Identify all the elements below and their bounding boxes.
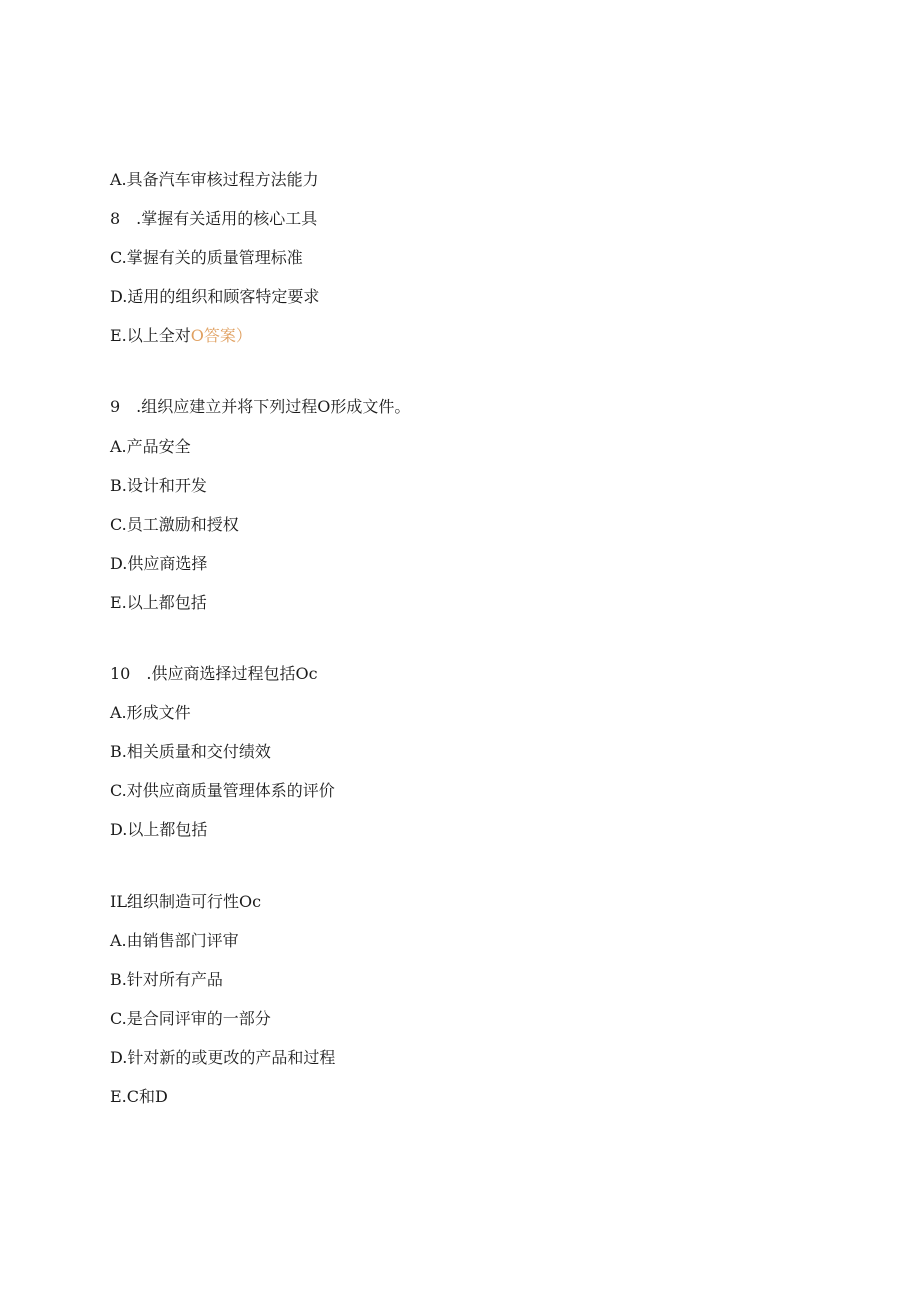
q8-option-d: D.适用的组织和顾客特定要求 — [110, 287, 320, 306]
q11-option-b: B.针对所有产品 — [110, 970, 223, 989]
q11-question: IL组织制造可行性Oc — [110, 892, 262, 911]
q9-option-c: C.员工激励和授权 — [110, 515, 239, 534]
q11-option-a: A.由销售部门评审 — [110, 931, 239, 950]
q10-option-a: A.形成文件 — [110, 703, 191, 722]
q8-option-e — [110, 326, 252, 346]
q10-question: 10 .供应商选择过程包括Oc — [110, 664, 318, 683]
q8-option-e-text: E.以上全对 — [110, 326, 191, 345]
q9-option-e: E.以上都包括 — [110, 593, 207, 612]
q11-option-d: D.针对新的或更改的产品和过程 — [110, 1048, 336, 1067]
q10-option-c: C.对供应商质量管理体系的评价 — [110, 781, 335, 800]
q8-answer-mark: O答案） — [190, 326, 252, 345]
q9-question: 9 .组织应建立并将下列过程O形成文件。 — [110, 397, 411, 416]
q10-option-b: B.相关质量和交付绩效 — [110, 742, 271, 761]
q9-option-d: D.供应商选择 — [110, 554, 208, 573]
q10-option-d: D.以上都包括 — [110, 820, 208, 839]
q11-option-e: E.C和D — [110, 1087, 168, 1106]
q11-option-c: C.是合同评审的一部分 — [110, 1009, 271, 1028]
q8-option-a: A.具备汽车审核过程方法能力 — [110, 170, 319, 189]
q9-option-b: B.设计和开发 — [110, 476, 207, 495]
q8-option-c: C.掌握有关的质量管理标准 — [110, 248, 303, 267]
q9-option-a: A.产品安全 — [110, 437, 191, 456]
q8-option-b: 8 .掌握有关适用的核心工具 — [110, 209, 318, 228]
